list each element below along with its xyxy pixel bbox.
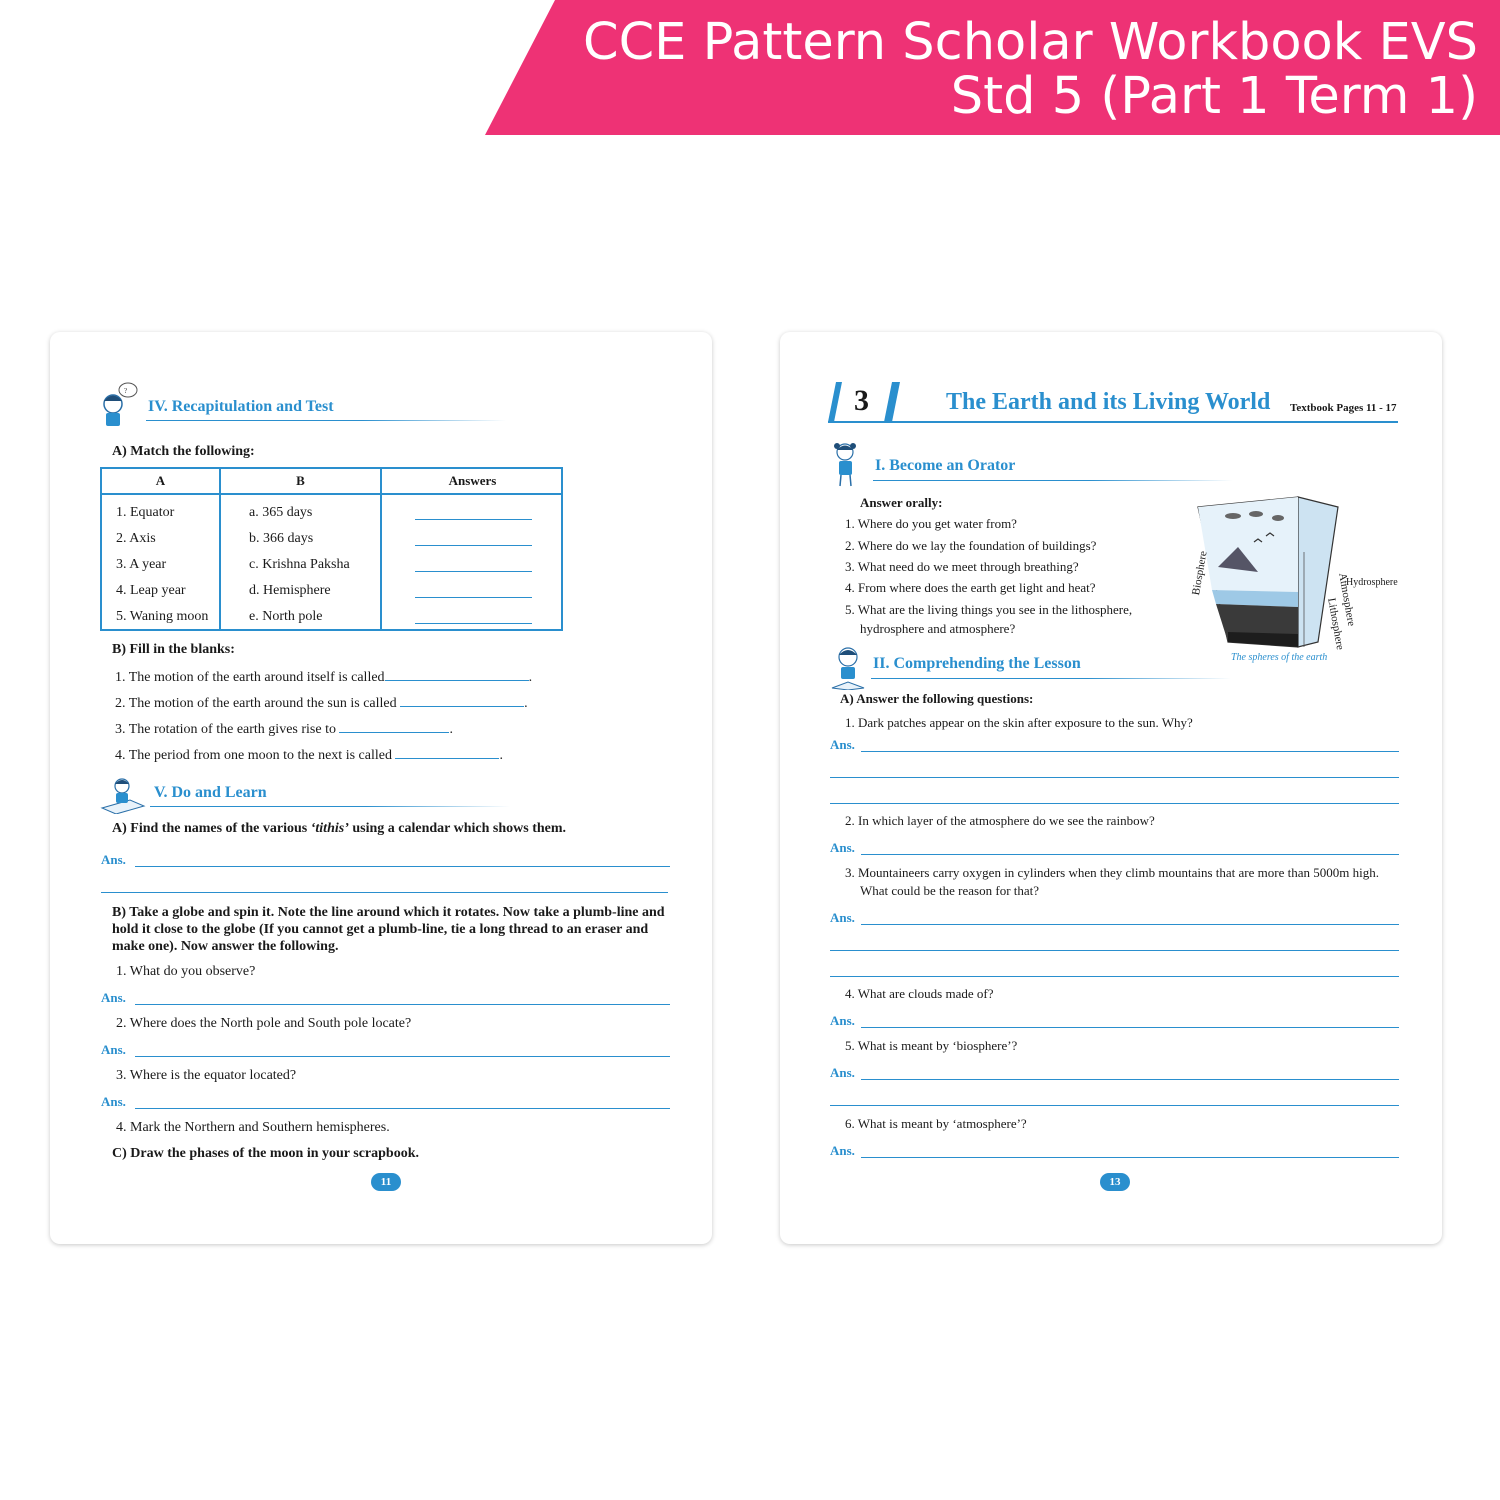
comprehension-q3: 3. Mountaineers carry oxygen in cylinders when they climb mountains that are more than 5000m high. [845,865,1379,880]
fill-heading: B) Fill in the blanks: [112,642,235,657]
match-row-a-2: 2. Axis [116,531,156,546]
answer-line[interactable] [135,1004,670,1005]
atmosphere-label: Atmosphere [1336,572,1358,628]
chapter-number: 3 [854,384,869,417]
match-row-a-5: 5. Waning moon [116,609,209,624]
match-answer-line-1[interactable] [415,519,532,520]
orator-question-3: 3. What need do we meet through breathing? [845,559,1079,574]
answer-label: Ans. [101,1094,126,1109]
comprehension-q4: 4. What are clouds made of? [845,986,994,1001]
match-answer-line-4[interactable] [415,597,532,598]
chapter-title: The Earth and its Living World [946,389,1271,415]
fill-item-3: 3. The rotation of the earth gives rise to . [115,722,453,737]
svg-text:?: ? [124,387,128,395]
chapter-underline [898,421,1398,423]
fill-item-1: 1. The motion of the earth around itself is called . [115,670,533,685]
match-row-a-4: 4. Leap year [116,583,186,598]
answer-line[interactable] [861,1027,1399,1028]
answer-line[interactable] [830,976,1399,977]
fill-item-4: 4. The period from one moon to the next is called . [115,748,503,763]
answer-line[interactable] [861,751,1399,752]
answers-header: Answers [448,473,497,488]
match-answer-line-5[interactable] [415,623,532,624]
match-table [100,467,563,631]
answer-line[interactable] [101,892,668,893]
do-learn-question-b: B) Take a globe and spin it. Note the line around which it rotates. Now take a plumb-line and hold it close to the globe (If you cannot get a plumb-line, tie a long thread to an eraser and make one). Now answer the following. [112,905,665,954]
match-row-b-5: e. North pole [249,609,323,624]
match-answer-line-2[interactable] [415,545,532,546]
match-row-a-1: 1. Equator [116,505,175,520]
right-page [780,332,1442,1244]
match-row-b-3: c. Krishna Paksha [249,557,350,572]
answer-label: Ans. [830,1013,855,1028]
section-5-underline [150,806,510,807]
section-1-underline [873,480,1233,481]
lithosphere-label: Lithosphere [1325,597,1347,651]
answer-line[interactable] [135,866,670,867]
do-learn-q2: 2. Where does the North pole and South pole locate? [116,1016,412,1031]
section-4-title: IV. Recapitulation and Test [148,398,334,415]
match-row-a-3: 3. A year [116,557,167,572]
answer-label: Ans. [101,990,126,1005]
match-row-b-1: a. 365 days [249,505,313,520]
fill-blank-2[interactable] [400,694,524,707]
answer-label: Ans. [830,910,855,925]
match-answer-line-3[interactable] [415,571,532,572]
do-learn-q4: 4. Mark the Northern and Southern hemispheres. [116,1120,390,1135]
do-learn-q3: 3. Where is the equator located? [116,1068,297,1083]
section-2-title: II. Comprehending the Lesson [873,655,1081,672]
comprehension-q1: 1. Dark patches appear on the skin after exposure to the sun. Why? [845,715,1193,730]
answer-line[interactable] [135,1056,670,1057]
answer-line[interactable] [861,1079,1399,1080]
answer-label: Ans. [101,1042,126,1057]
fill-blank-4[interactable] [395,746,499,759]
answer-line[interactable] [830,1105,1399,1106]
boy-thinking-icon [98,380,144,430]
do-learn-question-a: A) Find the names of the various ‘tithis’ using a calendar which shows them. [112,821,567,836]
comprehension-q3-continued: What could be the reason for that? [860,883,1040,898]
answer-label: Ans. [830,1143,855,1158]
left-page [50,332,712,1244]
comprehension-q2: 2. In which layer of the atmosphere do we see the rainbow? [845,813,1155,828]
do-learn-q1: 1. What do you observe? [116,964,256,979]
fill-blank-1[interactable] [385,668,529,681]
answer-line[interactable] [830,950,1399,951]
answer-line[interactable] [135,1108,670,1109]
page-number: 11 [371,1173,401,1191]
answer-label: Ans. [830,1065,855,1080]
section-1-title: I. Become an Orator [875,457,1016,474]
answer-line[interactable] [861,924,1399,925]
comprehension-q6: 6. What is meant by ‘atmosphere’? [845,1116,1027,1131]
textbook-pages: Textbook Pages 11 - 17 [1290,402,1397,414]
answer-line[interactable] [830,777,1399,778]
hydrosphere-label: Hydrosphere [1346,577,1398,588]
answer-label: Ans. [830,840,855,855]
comprehension-q5: 5. What is meant by ‘biosphere’? [845,1038,1018,1053]
section-4-underline [146,420,506,421]
orator-question-4: 4. From where does the earth get light and heat? [845,580,1096,595]
section-2-underline [871,678,1231,679]
orator-question-5: 5. What are the living things you see in the lithosphere, [845,602,1133,617]
student-writing-icon [100,774,146,814]
section-5-title: V. Do and Learn [154,784,267,801]
orator-question-5-continued: hydrosphere and atmosphere? [860,621,1016,636]
earth-spheres-diagram [1188,492,1408,652]
match-row-b-4: d. Hemisphere [249,583,331,598]
fill-item-2: 2. The motion of the earth around the sun is called . [115,696,528,711]
answer-line[interactable] [830,803,1399,804]
biosphere-label: Biosphere [1190,550,1210,597]
column-a-header: A [155,473,166,488]
answer-label: Ans. [830,737,855,752]
comprehension-heading: A) Answer the following questions: [840,691,1034,706]
answer-orally-prompt: Answer orally: [860,495,943,510]
column-b-header: B [296,473,305,488]
match-heading: A) Match the following: [112,444,255,459]
match-row-b-2: b. 366 days [249,531,314,546]
orator-question-2: 2. Where do we lay the foundation of buildings? [845,538,1097,553]
child-reading-icon [828,644,870,690]
orator-question-1: 1. Where do you get water from? [845,516,1017,531]
fill-blank-3[interactable] [339,720,449,733]
figure-caption: The spheres of the earth [1231,652,1328,663]
banner-title-line1: CCE Pattern Scholar Workbook EVS [582,13,1478,72]
banner-title [582,13,1478,126]
answer-line[interactable] [861,854,1399,855]
title-banner [0,0,1500,135]
banner-title-line2: Std 5 (Part 1 Term 1) [950,67,1478,126]
answer-label: Ans. [101,852,126,867]
page-number: 13 [1100,1173,1130,1191]
do-learn-question-c: C) Draw the phases of the moon in your scrapbook. [112,1146,419,1161]
answer-line[interactable] [861,1157,1399,1158]
girl-speaking-icon [828,440,868,488]
